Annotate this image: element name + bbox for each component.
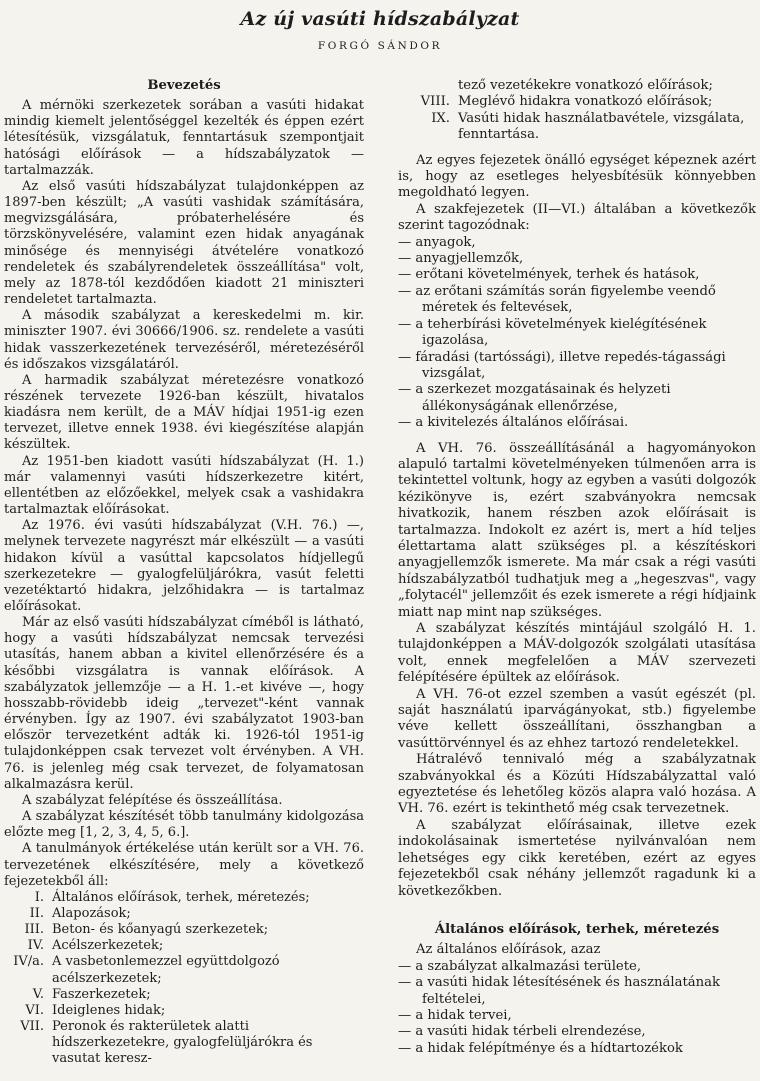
list-item [4, 954, 364, 986]
paragraph: Már az első vasúti hídszabályzat címéből is látható, hogy a vasúti hídszabályzat nemcsak tervezési utasítás, hanem abban a kivitel ellenőrzésére és a későbbi vizsgálatra is vannak előírások. A szabályzatok jellemzője — a H. 1.-et kivéve —, hogy hosszabb-rövidebb ideig „tervezet"-ként vannak érvényben. Így az 1907. évi szabályzatot 1903-ban először tervezetként adták ki. 1926-tól 1951-ig tulajdonképpen csak tervezet volt érvényben. A VH. 76. is jelenleg még csak tervezet, de folyamatosan alkalmazásra kerül. [4, 615, 364, 792]
paragraph: A mérnöki szerkezetek sorában a vasúti hidakat mindig kiemelt jelentőséggel kezelték és éppen ezért létesítésük, vizsgálatuk, fenntartásuk szempontjait hatósági előírások — a hídszabályzatok — tartalmazzák. [4, 98, 364, 178]
paragraph: Hátralévő tennivaló még a szabályzatnak szabványokkal és a Közúti Hídszabályzattal való egyeztetése és lehetőleg közös alapra való hozása. A VH. 76. ezért is tekinthető még csak tervezetnek. [398, 752, 756, 817]
article-author: FORGÓ SÁNDOR [317, 40, 443, 52]
list-item: — a szabályzat alkalmazási területe, [398, 958, 642, 974]
paragraph: A VH. 76-ot ezzel szemben a vasút egészét (pl. saját használatú iparvágányokat, stb.) figyelembe véve kellett összeállítani, összhangban a vasúttörvénnyel és az ehhez tartozó rendeletekkel. [398, 686, 756, 751]
list-item: — fáradási (tartóssági), illetve repedés-tágassági vizsgálat, [398, 349, 726, 381]
list-item [4, 922, 364, 938]
paragraph: A második szabályzat a kereskedelmi m. kir. miniszter 1907. évi 30666/1906. sz. rendelete a vasúti hidak vasszerkezetének tervezéséről, méretezéséről és időszakos vizsgálatáról. [4, 308, 364, 372]
list-item: — a teherbírási követelmények kielégítésének igazolása, [398, 316, 707, 349]
paragraph: A harmadik szabályzat méretezésre vonatkozó részének tervezete 1926-ban készült, hivatalos kiadásra nem került, de a MÁV hídjai 1951-ig ezen tervezet, illetve ennek 1938. évi kiegészítése alapján készültek. [4, 372, 364, 453]
chapter-number: II. [29, 905, 44, 921]
chapter-number: VI. [25, 1002, 44, 1018]
chapter-title: Beton- és kőanyagú szerkezetek; [52, 922, 269, 938]
general-provisions-list [398, 959, 756, 1057]
list-item [4, 938, 364, 954]
chapter-number: III. [24, 922, 44, 938]
list-item: — erőtani követelmények, terhek és hatások, [398, 267, 700, 283]
chapter-number [398, 78, 458, 94]
section-heading-altalanos: Általános előírások, terhek, méretezés [434, 921, 720, 937]
list-item: — a hidak tervei, [398, 1007, 512, 1023]
right-column [398, 78, 756, 1057]
section-heading-bevezetes: Bevezetés [147, 78, 221, 93]
chapter-number: V. [32, 986, 44, 1002]
paragraph: Az 1976. évi vasúti hídszabályzat (V.H. 76.) —, melynek tervezete nagyrészt már elkészült — a vasúti hidakon kívül a vasúttal kapcsolatos hídjellegű szerkezetekre — gyalogfelüljárókra, vasút feletti vezetéktartó hidakra, jelzőhidakra — is tartalmaz előírásokat. [4, 518, 364, 614]
chapter-number: VII. [20, 1019, 44, 1035]
left-column [4, 78, 364, 1068]
list-item [4, 1003, 364, 1019]
list-item [398, 111, 756, 144]
list-item: — anyagjellemzők, [398, 251, 524, 267]
list-item [398, 78, 756, 94]
chapter-title: Meglévő hidakra vonatkozó előírások; [458, 94, 713, 110]
list-item: — az erőtani számítás során figyelembe veendő méretek és feltevések, [398, 283, 716, 316]
chapter-title: Vasúti hidak használatbavétele, vizsgálata, fenntartása. [458, 110, 745, 143]
list-item [4, 987, 364, 1003]
chapter-list [4, 890, 364, 1068]
paragraph: A VH. 76. összeállításánál a hagyományokon alapuló tartalmi követelményeken túlmenően arra is tekintettel voltunk, hogy az egyben a vasúti dolgozók kézikönyve is, ezért szabványokra nemcsak hivatkozik, hanem részben azok előírásait is tartalmazza. Indokolt ez azért is, mert a híd teljes élettartama alatt szükséges pl. a készítéskori anyagjellemzők ismerete. Ma már csak a régi vasúti hídszabályzatból tudhatjuk meg a „hegeszvas", vagy „folytacél" jellemzőit és ezek ismerete a régi hídjaink miatt nap mint nap szükséges. [398, 440, 756, 620]
chapter-title: Faszerkezetek; [52, 986, 151, 1002]
list-item [4, 1019, 364, 1067]
chapter-number: IX. [431, 110, 450, 126]
article-title: Az új vasúti hídszabályzat [240, 8, 520, 30]
chapter-title: Acélszerkezetek; [52, 938, 164, 954]
chapter-title: tező vezetékekre vonatkozó előírások; [458, 78, 713, 93]
chapter-list-continued [398, 78, 756, 144]
paragraph: Az egyes fejezetek önálló egységet képeznek azért is, hogy az esetleges helyesbítésük könnyebben megoldható legyen. [398, 152, 756, 201]
list-item: — anyagok, [398, 234, 476, 250]
paragraph: A szabályzat előírásainak, illetve ezek indokolásainak ismertetése nyilvánvalóan nem lehetséges egy cikk keretében, ezért az egyes fejezetekből csak néhány jellemzőt ragadunk ki a következőkben. [398, 817, 756, 899]
list-item: — a hidak felépítménye és a hídtartozékok [398, 1040, 683, 1056]
paragraph: A tanulmányok értékelése után került sor a VH. 76. tervezetének elkészítésére, mely a következő fejezetekből áll: [4, 841, 364, 889]
list-item: — a kivitelezés általános előírásai. [398, 415, 629, 431]
paragraph: A szabályzat felépítése és összeállítása. [22, 792, 283, 808]
list-item: — a szerkezet mozgatásainak és helyzeti állékonyságának ellenőrzése, [398, 382, 671, 414]
paragraph: Az 1951-ben kiadott vasúti hídszabályzat (H. 1.) már valamennyi vasúti hídszerkezetre kitért, ellentétben az előzőekkel, melyek csak a vashidakra tartalmaztak előírásokat. [4, 453, 364, 518]
structure-list [398, 235, 756, 432]
paragraph: A szakfejezetek (II—VI.) általában a következők szerint tagozódnak: [398, 201, 756, 234]
chapter-number: IV. [27, 938, 44, 954]
paragraph: A szabályzat készítés mintájául szolgáló H. 1. tulajdonképpen a MÁV-dolgozók szolgálati utasítása volt, ennek megfelelően a MÁV szervezeti felépítésére épültek az előírások. [398, 621, 756, 686]
list-item [398, 94, 756, 110]
list-item: — a vasúti hidak létesítésének és használatának feltételei, [398, 975, 720, 1007]
paragraph: A szabályzat készítését több tanulmány kidolgozása előzte meg [1, 2, 3, 4, 5, 6.]. [4, 809, 364, 841]
paragraph: Az első vasúti hídszabályzat tulajdonképpen az 1897-ben készült; „A vasúti vashidak számítására, megvizsgálására, próbaterhelésére és törzskönyvelésére, valamint ezen hidak anyagának minősége és mennyiségi átvételére vonatkozó rendeletek és szabályrendeletek összeállítása" volt, mely az 1878-tól kezdődően kiadott 21 miniszteri rendeletet tartalmazta. [4, 178, 364, 308]
list-item [4, 906, 364, 922]
list-item [4, 890, 364, 906]
chapter-title: Alapozások; [52, 905, 131, 921]
chapter-title: Ideiglenes hidak; [52, 1002, 166, 1018]
chapter-number: I. [34, 889, 44, 905]
chapter-title: Peronok és rakterületek alatti hídszerkezetekre, gyalogfelüljárókra és vasutat keresz- [52, 1019, 313, 1067]
list-item: — a vasúti hidak térbeli elrendezése, [398, 1024, 646, 1040]
chapter-title: Általános előírások, terhek, méretezés; [52, 889, 310, 905]
paragraph: Az általános előírások, azaz [416, 942, 601, 958]
chapter-number: IV/a. [13, 954, 44, 970]
chapter-title: A vasbetonlemezzel együttdolgozó acélszerkezetek; [52, 954, 280, 986]
chapter-number: VIII. [420, 94, 450, 110]
